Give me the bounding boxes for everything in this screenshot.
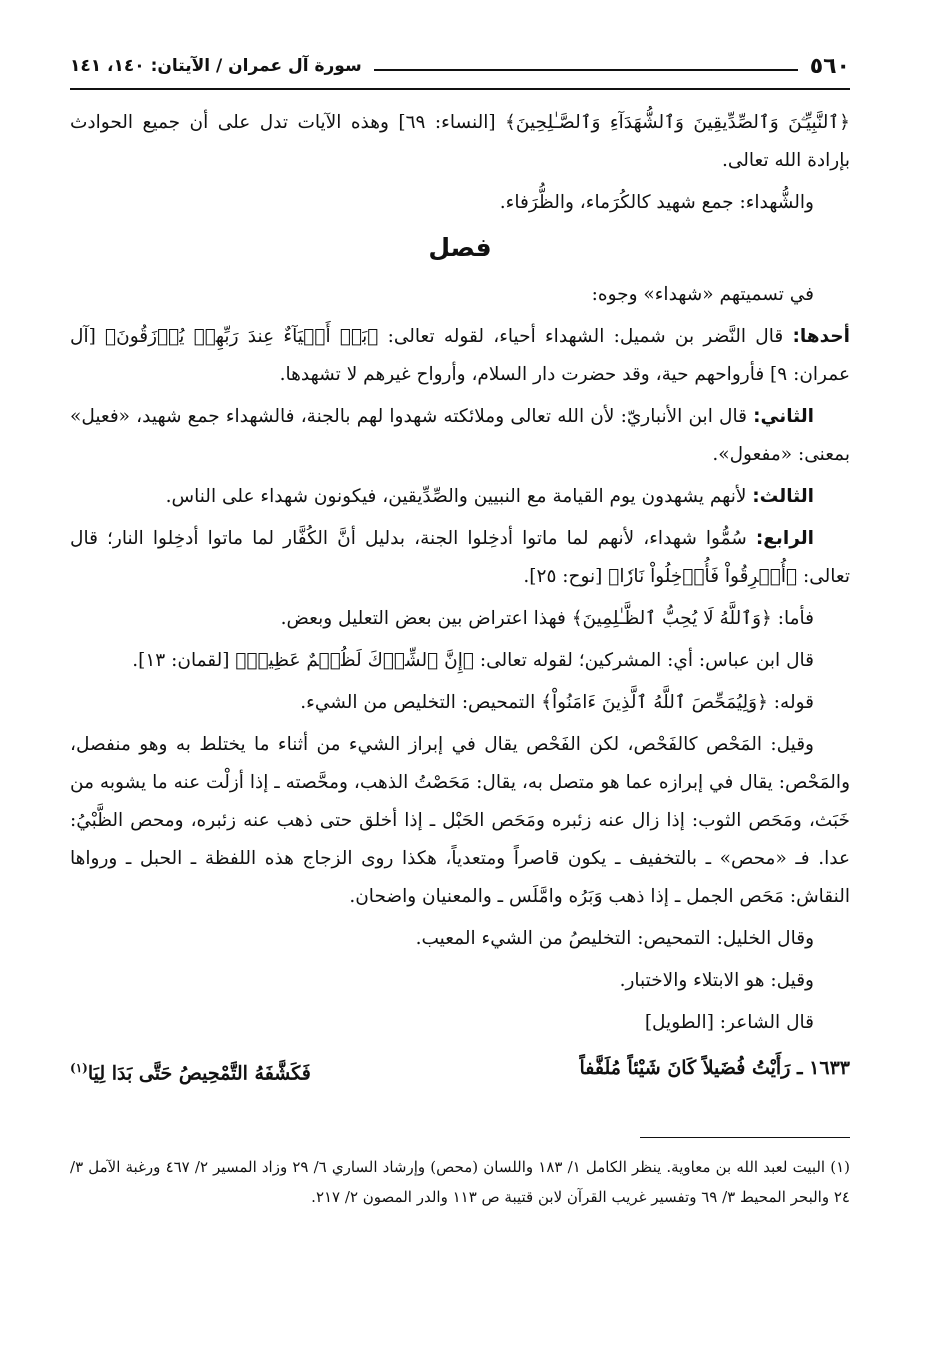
page-number: ٥٦٠ xyxy=(809,53,850,79)
point-text: قال ابن الأنباريّ: لأن الله تعالى وملائكته شهدوا لهم بالجنة، فالشهداء جمع شهيد، «فعيل» بمعنى: «مفعول». xyxy=(70,406,850,465)
paragraph: في تسميتهم «شهداء» وجوه: xyxy=(591,284,814,305)
paragraph: وقيل: المَحْص كالفَحْص، لكن الفَحْص يقال في إبراز الشيء من أثناء ما يختلط به وهو منفصل، والمَحْص: يقال في إبرازه عما هو متصل به، يقال: مَحَصْتُ الذهب، ومحَّصته ـ إذا أزلْت عنه ما يشوبه من خَبَث، ومَحَص الثوب: إذا زال عنه زئبره ومَحَص الحَبْل ـ إذا أخلق حتى ذهب عنه زئبره، ومحص الظَّبْيُ: عدا. فـ «محص» ـ بالتخفيف ـ يكون قاصراً ومتعدياً، هكذا روى الزجاج هذه اللفظة ـ الحبل ـ ورواها النقاش: مَحَص الجمل ـ إذا ذهب وَبَرُه وامَّلَس ـ والمعنيان واضحان. xyxy=(70,734,850,907)
poem-first-hemistich: ١٦٣٣ ـ رَأَيْتُ فُضَيلاً كَانَ شَيْئاً مُلَفَّفاً xyxy=(579,1057,850,1079)
point-label: الرابع: xyxy=(755,528,814,549)
paragraph: وقال الخليل: التمحيص: التخليصُ من الشيء المعيب. xyxy=(415,928,814,949)
footnote-separator xyxy=(640,1137,850,1138)
footnote-marker: (١) xyxy=(70,1061,88,1075)
poem-second-hemistich: فَكَشَّفَهُ التَّمْحِيصُ حَتَّى بَدَا لِيَا xyxy=(87,1062,311,1085)
paragraph: والشُّهداء: جمع شهيد كالكُرَماء، والظُّرَفاء. xyxy=(499,192,814,213)
running-title: سورة آل عمران / الآيتان: ١٤٠، ١٤١ xyxy=(70,56,362,76)
paragraph xyxy=(70,318,850,394)
paragraph xyxy=(70,398,850,474)
section-heading: فصل xyxy=(428,233,492,262)
paragraph: وقيل: هو الابتلاء والاختبار. xyxy=(619,970,814,991)
point-label: الثاني: xyxy=(753,406,814,427)
footnotes xyxy=(70,1152,850,1212)
paragraph: قال ابن عباس: أي: المشركين؛ لقوله تعالى: ﴿إِنَّ ٱلشِّرۡكَ لَظُلۡمٌ عَظِيمٞ﴾ [لقمان: ١٣]. xyxy=(132,650,814,671)
paragraph xyxy=(70,520,850,596)
point-label: الثالث: xyxy=(752,486,814,507)
poem-second-hemistich-wrap xyxy=(70,1048,311,1093)
poem-line xyxy=(70,1048,850,1093)
page-header xyxy=(70,50,850,82)
main-text xyxy=(70,104,850,1093)
point-text: سُمُّوا شهداء، لأنهم لما ماتوا أدخِلوا الجنة، بدليل أنَّ الكُفَّار لما ماتوا أدخِلوا النار؛ قال تعالى: ﴿أُغۡرِقُواْ فَأُدۡخِلُواْ نَارٗا﴾ [نوح: ٢٥]. xyxy=(70,528,850,587)
paragraph: فأما: ﴿وَٱللَّهُ لَا يُحِبُّ ٱلظَّـٰلِمِينَ﴾ فهذا اعتراض بين بعض التعليل وبعض. xyxy=(280,608,814,629)
header-rule xyxy=(70,88,850,90)
paragraph: ﴿ٱلنَّبِيِّـۧنَ وَٱلصِّدِّيقِينَ وَٱلشُّهَدَآءِ وَٱلصَّـٰلِحِينَ﴾ [النساء: ٦٩] وهذه الآيات تدل على أن جميع الحوادث بإرادة الله تعالى. xyxy=(70,112,851,171)
paragraph xyxy=(70,478,850,516)
paragraph: قال الشاعر: [الطويل] xyxy=(644,1012,814,1033)
paragraph: قوله: ﴿وَلِيُمَحِّصَ ٱللَّهُ ٱلَّذِينَ ءَامَنُواْ﴾ التمحيص: التخليص من الشيء. xyxy=(300,692,814,713)
point-label: أحدها: xyxy=(792,326,850,347)
header-line xyxy=(374,69,798,71)
point-text: قال النَّضر بن شميل: الشهداء أحياء، لقوله تعالى: ﴿بَلۡ أَحۡيَآءٌ عِندَ رَبِّهِمۡ يُرۡزَقُونَ﴾ [آل عمران: ٩] فأرواحهم حية، وقد حضرت دار السلام، وأرواح غيرهم لا تشهدها. xyxy=(70,326,850,385)
document-page xyxy=(70,50,850,1212)
point-text: لأنهم يشهدون يوم القيامة مع النبيين والصِّدِّيقين، فيكونون شهداء على الناس. xyxy=(165,486,753,507)
footnote: (١) البيت لعبد الله بن معاوية. ينظر الكامل ١/ ١٨٣ واللسان (محص) وإرشاد الساري ٦/ ٢٩ وزاد المسير ٢/ ٤٦٧ ورغبة الآمل ٣/ ٢٤ والبحر المحيط ٣/ ٦٩ وتفسير غريب القرآن لابن قتيبة ص ١١٣ والدر المصون ٢/ ٢١٧. xyxy=(70,1158,851,1207)
